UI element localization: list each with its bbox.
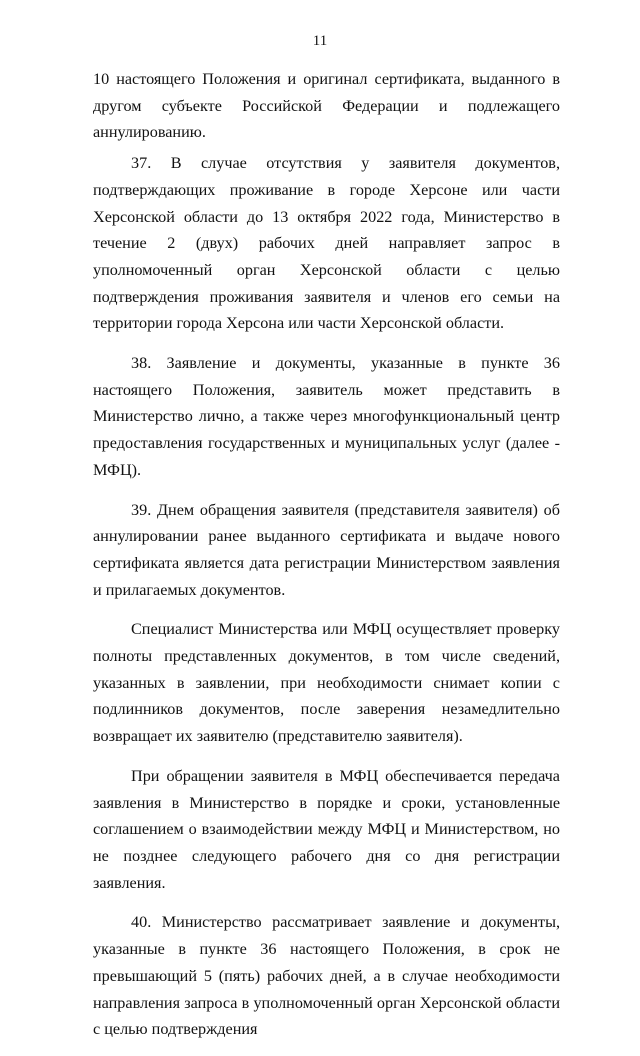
paragraph-39-mfc: При обращении заявителя в МФЦ обеспечивается передача заявления в Министерство в порядке и сроки, установленные соглашением о взаимодействии между МФЦ и Министерством, но не позднее следующего рабочего дня со дня регистрации заявления. <box>93 766 560 892</box>
document-body <box>93 66 560 1056</box>
paragraph-38: 38. Заявление и документы, указанные в пункте 36 настоящего Положения, заявитель может представить в Министерство лично, а также через многофункциональный центр предоставления государственных и муниципальных услуг (далее - МФЦ). <box>93 354 560 479</box>
page-number: 11 <box>312 33 328 49</box>
paragraph-continuation: 10 настоящего Положения и оригинал сертификата, выданного в другом субъекте Российской Федерации и подлежащего аннулированию. <box>93 70 560 142</box>
paragraph-39: 39. Днем обращения заявителя (представителя заявителя) об аннулировании ранее выданного сертификата и выдаче нового сертификата является дата регистрации Министерством заявления и прилагаемых документов. <box>93 500 560 599</box>
paragraph-39-specialist: Специалист Министерства или МФЦ осуществляет проверку полноты представленных документов, в том числе сведений, указанных в заявлении, при необходимости снимает копии с подлинников документов, после заверения незамедлительно возвращает их заявителю (представителю заявителя). <box>93 620 560 746</box>
paragraph-37: 37. В случае отсутствия у заявителя документов, подтверждающих проживание в городе Херсоне или части Херсонской области до 13 октября 2022 года, Министерство в течение 2 (двух) рабочих дней направляет запрос в уполномоченный орган Херсонской области с целью подтверждения проживания заявителя и членов его семьи на территории города Херсона или части Херсонской области. <box>93 154 560 333</box>
paragraph-40: 40. Министерство рассматривает заявление и документы, указанные в пункте 36 настоящего Положения, в срок не превышающий 5 (пять) рабочих дней, а в случае необходимости направления запроса в уполномоченный орган Херсонской области с целью подтверждения <box>93 913 560 1039</box>
